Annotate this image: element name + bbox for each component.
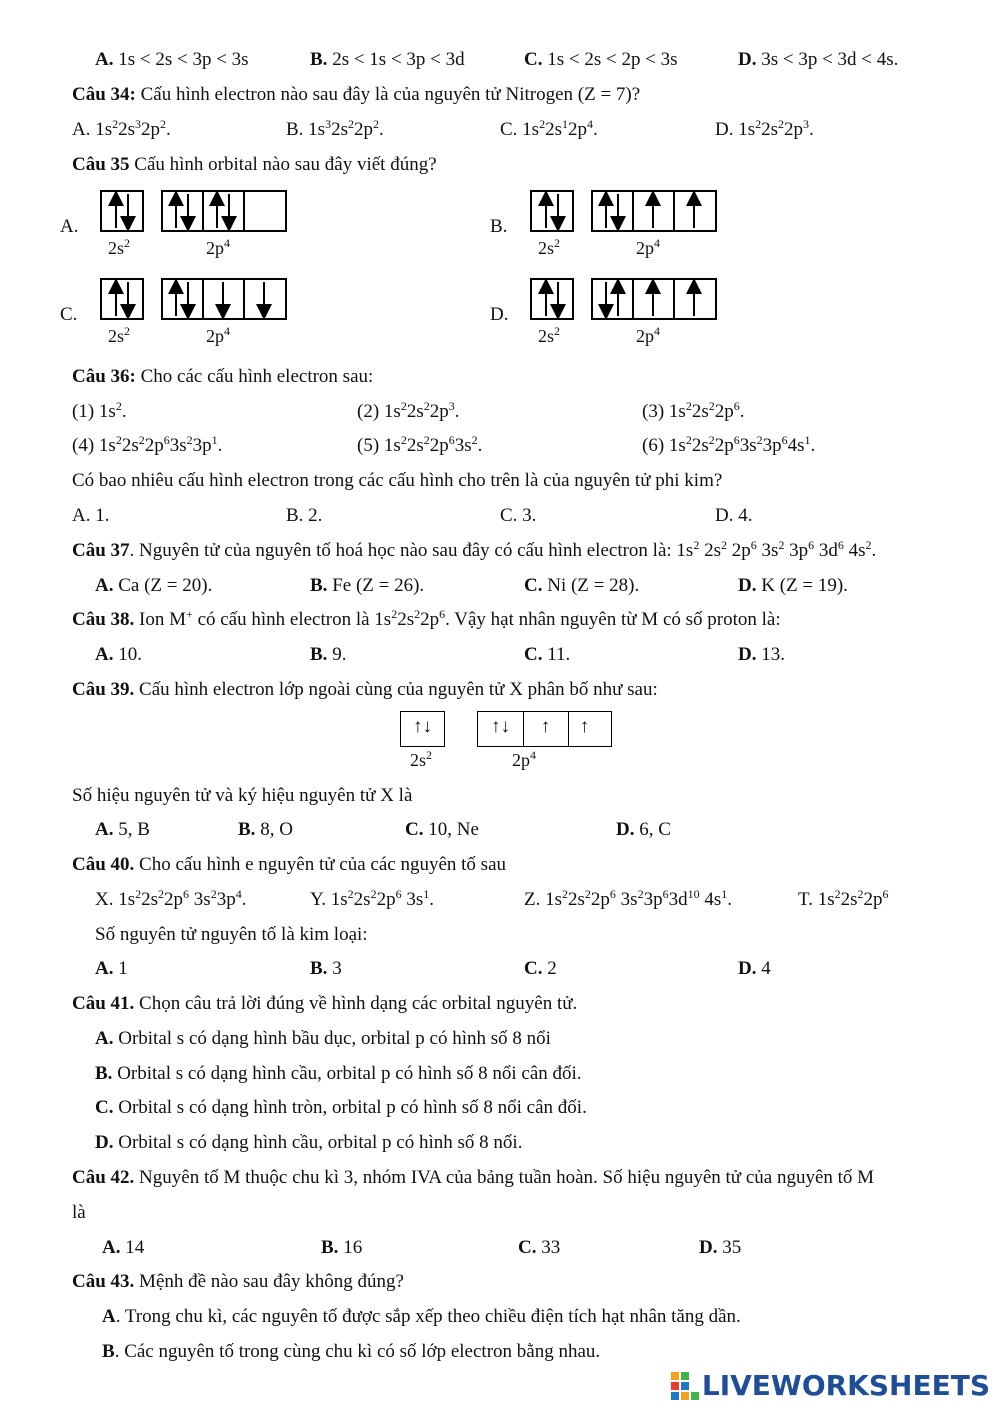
paired-arrows: ↑↓: [491, 716, 510, 737]
q40-element-x: X. $1s^22s^22p^6$ $3s^23p^4$.: [95, 887, 247, 910]
q42-option-a[interactable]: A. 14: [102, 1237, 145, 1258]
q39-question: Số hiệu nguyên tử và ký hiệu nguyên tử X là: [72, 785, 413, 806]
label-2s2: $2s^2$: [108, 324, 131, 346]
q39-option-d[interactable]: D. 6, C: [616, 819, 671, 840]
q35-orbital-diagram-b: [530, 190, 720, 234]
q36-option-b[interactable]: B. 2.: [286, 505, 323, 526]
q40-option-b[interactable]: B. 3: [310, 958, 342, 979]
q36-config-6: (6) $1s^22s^22p^63s^23p^64s^1$.: [642, 433, 816, 456]
q39-orbital-2s: [400, 711, 445, 747]
q35-orbital-diagram-a: [100, 190, 290, 234]
q39-stem: Câu 39. Cấu hình electron lớp ngoài cùng của nguyên tử X phân bố như sau:: [72, 679, 658, 700]
q39-option-b[interactable]: B. 8, O: [238, 819, 293, 840]
label-2p4: $2p^4$: [206, 324, 230, 346]
q39-option-c[interactable]: C. 10, Ne: [405, 819, 479, 840]
q40-element-y: Y. $1s^22s^22p^6$ $3s^1$.: [310, 887, 434, 910]
q40-option-a[interactable]: A. 1: [95, 958, 128, 979]
q38-stem: Câu 38. Ion M+ có cấu hình electron là $1s^22s^22p^6$. Vậy hạt nhân nguyên từ M có số proton là:: [72, 607, 781, 630]
q35-label-b[interactable]: B.: [490, 216, 508, 237]
label-2p4: $2p^4$: [636, 324, 660, 346]
q36-config-3: (3) $1s^22s^22p^6$.: [642, 399, 745, 422]
q43-option-a[interactable]: A. Trong chu kì, các nguyên tố được sắp xếp theo chiều điện tích hạt nhân tăng dần.: [102, 1306, 741, 1327]
q38-option-b[interactable]: B. 9.: [310, 644, 347, 665]
q35-orbital-diagram-c: [100, 278, 290, 322]
q36-config-4: (4) $1s^22s^22p^63s^23p^1$.: [72, 433, 223, 456]
q41-option-a[interactable]: A. Orbital s có dạng hình bầu dục, orbital p có hình số 8 nổi: [95, 1028, 551, 1049]
q36-question: Có bao nhiêu cấu hình electron trong các cấu hình cho trên là của nguyên tử phi kim?: [72, 470, 723, 491]
q35-stem: Câu 35 Cấu hình orbital nào sau đây viết đúng?: [72, 154, 437, 175]
label-2p4: $2p^4$: [206, 236, 230, 258]
q40-question: Số nguyên tử nguyên tố là kim loại:: [95, 924, 368, 945]
q34-stem: Câu 34: Cấu hình electron nào sau đây là của nguyên tử Nitrogen (Z = 7)?: [72, 84, 641, 105]
q40-option-c[interactable]: C. 2: [524, 958, 557, 979]
q33-option-c[interactable]: C. 1s < 2s < 2p < 3s: [524, 49, 678, 70]
q42-option-d[interactable]: D. 35: [699, 1237, 742, 1258]
q41-option-d[interactable]: D. Orbital s có dạng hình cầu, orbital p có hình số 8 nổi.: [95, 1132, 523, 1153]
q37-option-d[interactable]: D. K (Z = 19).: [738, 575, 848, 596]
q35-orbital-diagram-d: [530, 278, 720, 322]
q42-stem-cont: là: [72, 1202, 86, 1223]
q42-stem: Câu 42. Nguyên tố M thuộc chu kì 3, nhóm IVA của bảng tuần hoàn. Số hiệu nguyên tử của nguyên tố M: [72, 1167, 875, 1188]
q35-label-d[interactable]: D.: [490, 304, 509, 325]
q40-element-z: Z. $1s^22s^22p^6$ $3s^23p^63d^{10}$ $4s^1$.: [524, 887, 732, 910]
q33-option-d[interactable]: D. 3s < 3p < 3d < 4s.: [738, 49, 899, 70]
q33-option-a[interactable]: A. 1s < 2s < 3p < 3s: [95, 49, 249, 70]
q34-option-d[interactable]: D. $1s^22s^22p^3$.: [715, 117, 814, 140]
q41-option-c[interactable]: C. Orbital s có dạng hình tròn, orbital p có hình số 8 nổi cân đối.: [95, 1097, 587, 1118]
label-2s2: $2s^2$: [538, 236, 561, 258]
q43-option-b[interactable]: B. Các nguyên tố trong cùng chu kì có số lớp electron bằng nhau.: [102, 1341, 601, 1362]
label-2s2: $2s^2$: [108, 236, 131, 258]
q36-option-d[interactable]: D. 4.: [715, 505, 753, 526]
label-2s2: $2s^2$: [538, 324, 561, 346]
q37-option-c[interactable]: C. Ni (Z = 28).: [524, 575, 640, 596]
q33-option-b[interactable]: B. 2s < 1s < 3p < 3d: [310, 49, 465, 70]
q41-stem: Câu 41. Chọn câu trả lời đúng về hình dạng các orbital nguyên tử.: [72, 993, 578, 1014]
label-2p4: $2p^4$: [512, 748, 536, 770]
q37-option-a[interactable]: A. Ca (Z = 20).: [95, 575, 213, 596]
q34-option-a[interactable]: A. $1s^22s^32p^2$.: [72, 117, 171, 140]
q35-label-a[interactable]: A.: [60, 216, 79, 237]
q36-config-2: (2) $1s^22s^22p^3$.: [357, 399, 460, 422]
q35-label-c[interactable]: C.: [60, 304, 78, 325]
liveworksheets-icon: [670, 1371, 700, 1401]
label-2s2: $2s^2$: [410, 748, 433, 770]
paired-arrows: ↑↓: [413, 716, 432, 737]
q37-stem: Câu 37. Nguyên tử của nguyên tố hoá học nào sau đây có cấu hình electron là: $1s^2$ $2s^2$ $2p^6$ $3s^2$ $3p^6$ $3d^6$ $4s^2$.: [72, 538, 877, 561]
q39-option-a[interactable]: A. 5, B: [95, 819, 150, 840]
up-arrow: ↑: [540, 716, 551, 737]
q36-config-1: (1) $1s^2$.: [72, 399, 127, 422]
q38-option-c[interactable]: C. 11.: [524, 644, 571, 665]
q37-option-b[interactable]: B. Fe (Z = 26).: [310, 575, 425, 596]
q36-config-5: (5) $1s^22s^22p^63s^2$.: [357, 433, 483, 456]
q34-option-b[interactable]: B. $1s^32s^22p^2$.: [286, 117, 384, 140]
q36-option-c[interactable]: C. 3.: [500, 505, 537, 526]
q38-option-d[interactable]: D. 13.: [738, 644, 785, 665]
q40-stem: Câu 40. Cho cấu hình e nguyên tử của các nguyên tố sau: [72, 854, 507, 875]
q38-option-a[interactable]: A. 10.: [95, 644, 142, 665]
q43-stem: Câu 43. Mệnh đề nào sau đây không đúng?: [72, 1271, 404, 1292]
q40-element-t: T. $1s^22s^22p^6$: [798, 887, 889, 910]
up-arrow: ↑: [579, 716, 590, 737]
q41-option-b[interactable]: B. Orbital s có dạng hình cầu, orbital p có hình số 8 nổi cân đối.: [95, 1063, 582, 1084]
q34-option-c[interactable]: C. $1s^22s^12p^4$.: [500, 117, 598, 140]
q36-option-a[interactable]: A. 1.: [72, 505, 110, 526]
label-2p4: $2p^4$: [636, 236, 660, 258]
q39-orbital-2p: [477, 711, 612, 747]
q40-option-d[interactable]: D. 4: [738, 958, 771, 979]
q42-option-b[interactable]: B. 16: [321, 1237, 363, 1258]
brand-text: LIVEWORKSHEETS: [701, 1369, 990, 1402]
q42-option-c[interactable]: C. 33: [518, 1237, 561, 1258]
q36-stem: Câu 36: Cho các cấu hình electron sau:: [72, 366, 374, 387]
liveworksheets-logo: [670, 1369, 990, 1402]
